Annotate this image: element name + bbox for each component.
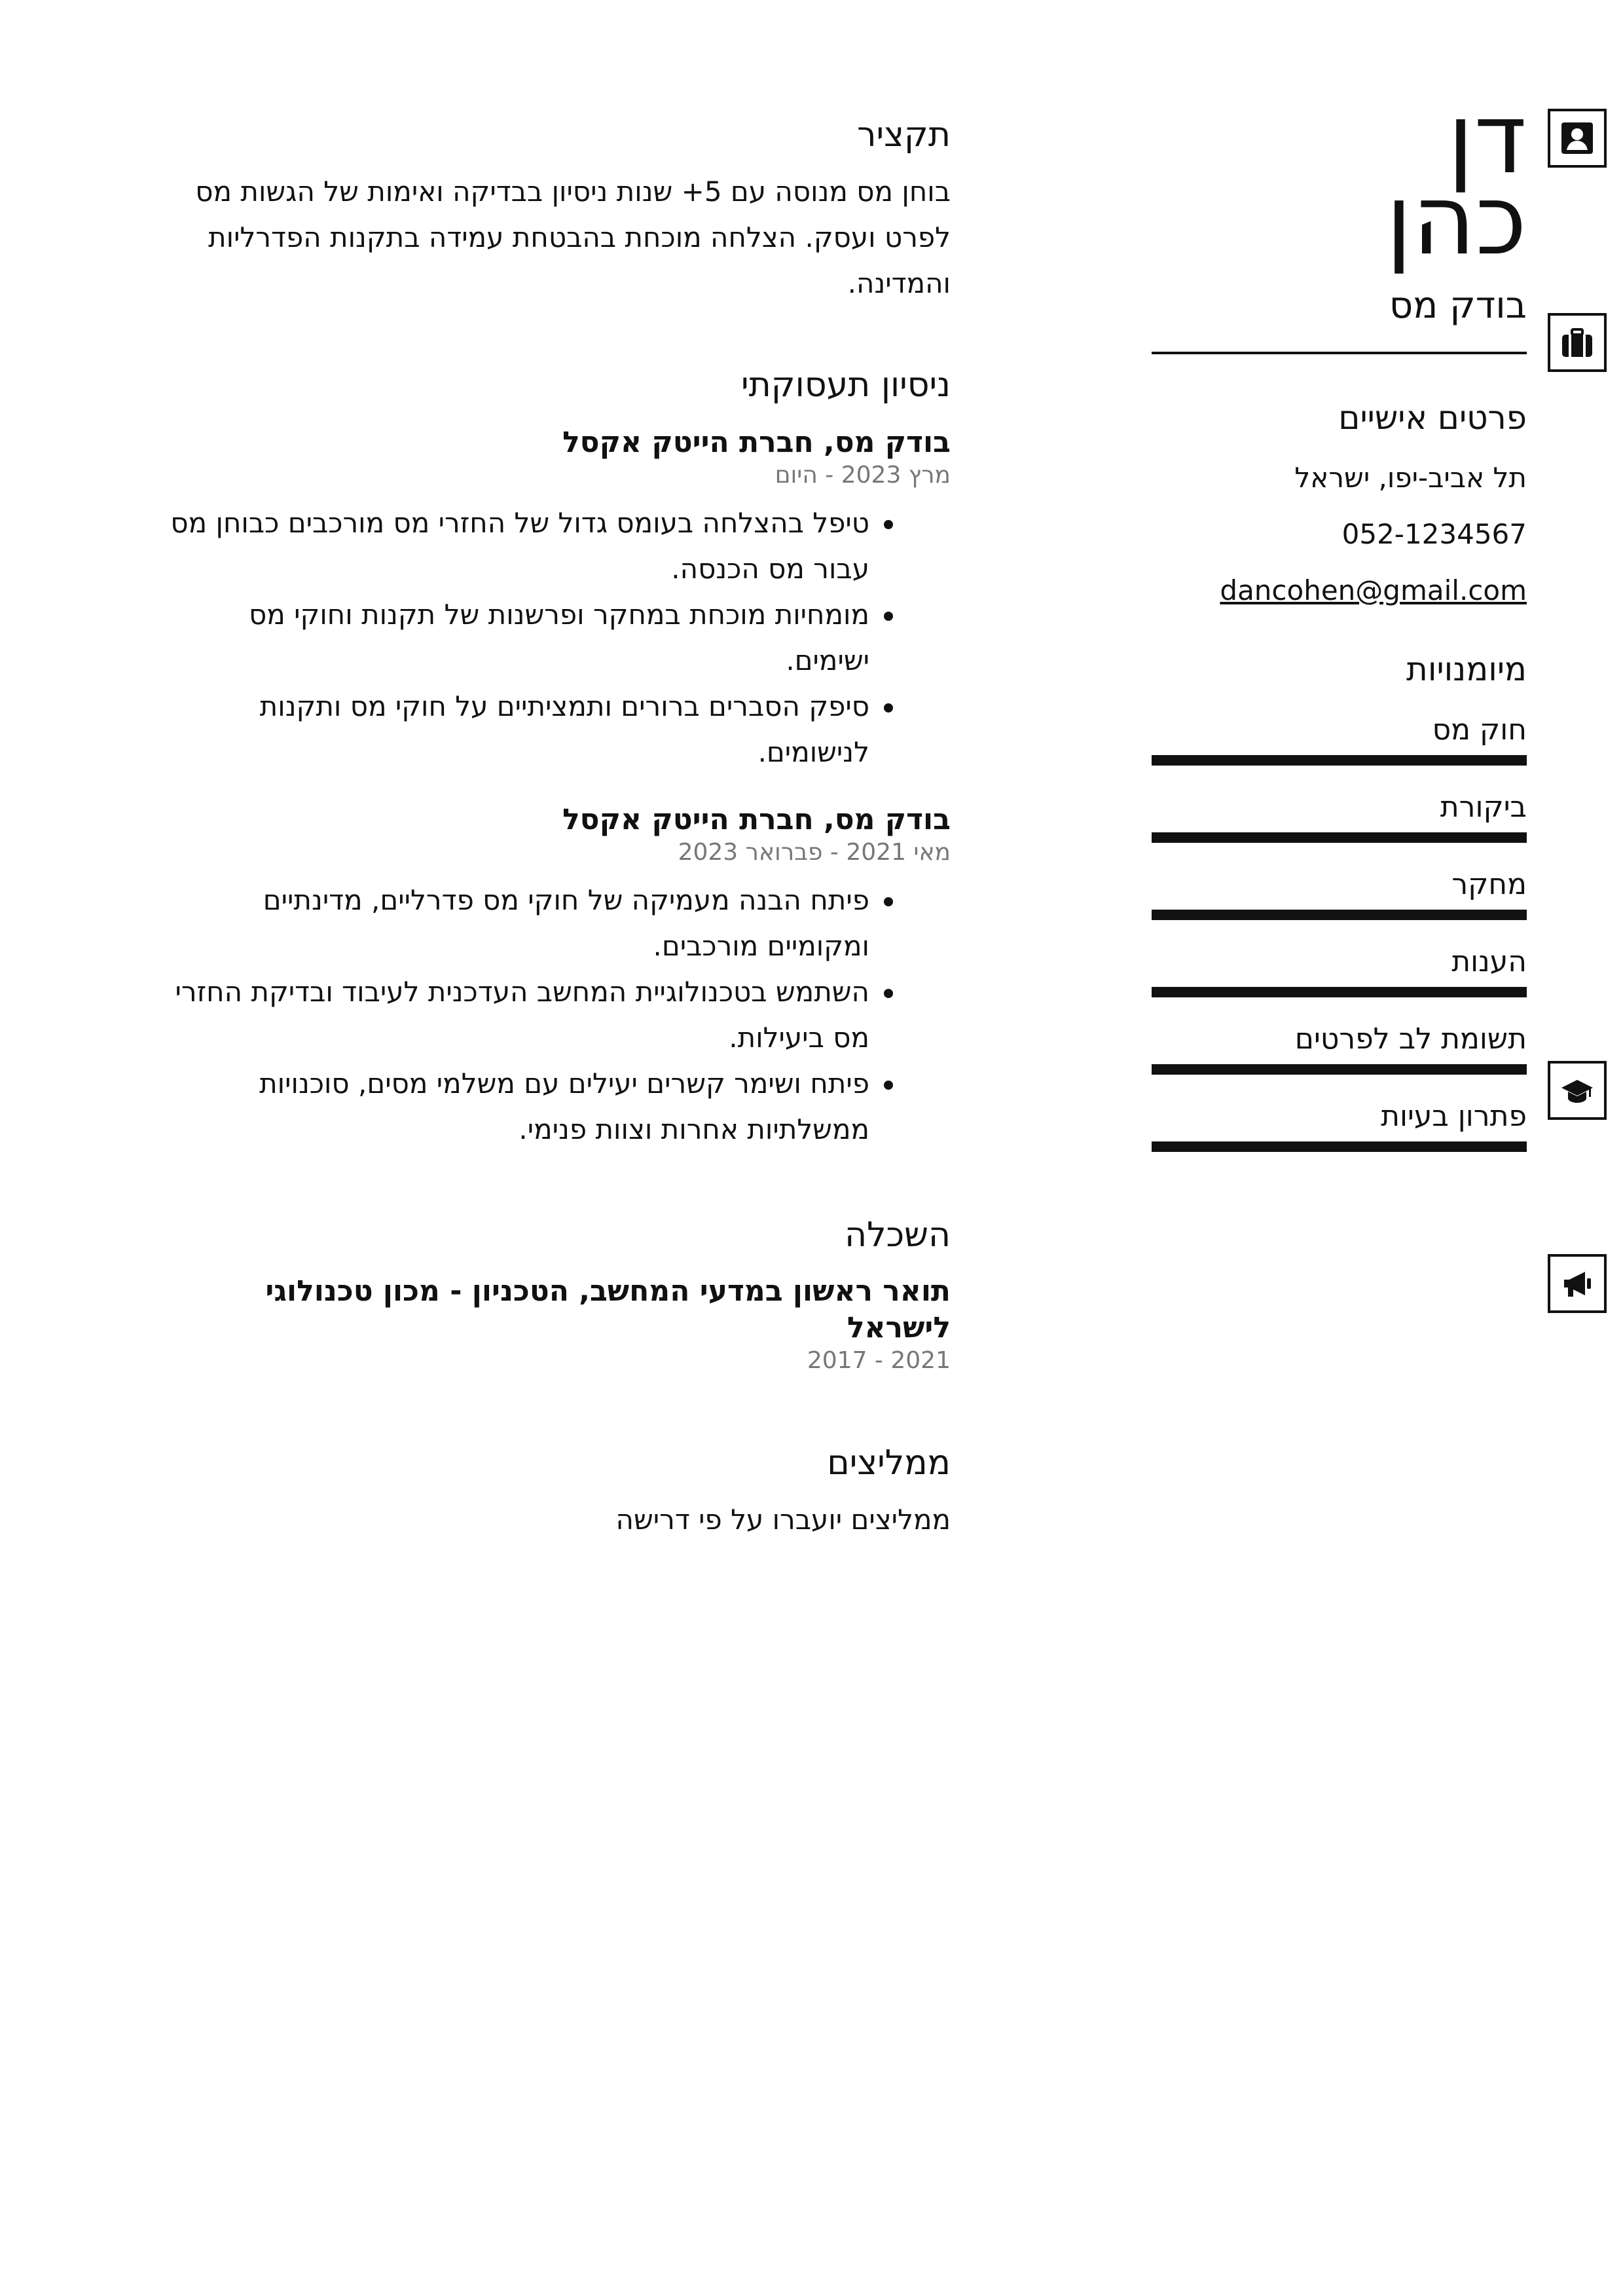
skill-label: הענות <box>1451 945 1527 978</box>
details-heading: פרטים אישיים <box>1338 399 1527 437</box>
user-icon <box>1548 109 1607 168</box>
references-text: ממליצים יועברו על פי דרישה <box>615 1504 951 1536</box>
skill-item <box>1152 712 1527 766</box>
skill-item <box>1152 944 1527 997</box>
job-bullets <box>157 878 951 1153</box>
briefcase-icon <box>1548 313 1607 372</box>
skill-level-bar <box>1152 910 1527 920</box>
job-bullets <box>157 500 951 775</box>
person-title: בודק מס <box>1389 284 1527 327</box>
experience-heading: ניסיון תעסוקתי <box>740 365 951 405</box>
skill-item <box>1152 1021 1527 1075</box>
skill-level-bar <box>1152 1141 1527 1152</box>
education-dates: 2021 - 2017 <box>807 1347 951 1374</box>
skills-heading: מיומנויות <box>1406 650 1527 688</box>
summary-text: בוחן מס מנוסה עם 5+ שנות ניסיון בבדיקה ואימות של הגשות מס לפרט ועסק. הצלחה מוכחת בהבטחת עמידה בתקנות הפדרליות והמדינה. <box>195 176 951 299</box>
list-item: פיתח ושימר קשרים יעילים עם משלמי מסים, סוכנויות ממשלתיות אחרות וצוות פנימי. <box>157 1061 869 1153</box>
references-heading: ממליצים <box>827 1443 951 1483</box>
summary-heading: תקציר <box>857 115 951 155</box>
job-title: בודק מס, חברת הייטק אקסל <box>562 426 951 459</box>
skill-label: פתרון בעיות <box>1381 1100 1527 1133</box>
list-item: השתמש בטכנולוגיית המחשב העדכנית לעיבוד ובדיקת החזרי מס ביעילות. <box>157 969 869 1061</box>
job-dates: מרץ 2023 - היום <box>775 462 951 489</box>
phone-text: 052-1234567 <box>1341 518 1527 550</box>
list-item: פיתח הבנה מעמיקה של חוקי מס פדרליים, מדינתיים ומקומיים מורכבים. <box>157 878 869 969</box>
list-item: סיפק הסברים ברורים ותמציתיים על חוקי מס ותקנות לנישומים. <box>157 684 869 775</box>
skill-label: תשומת לב לפרטים <box>1294 1022 1527 1056</box>
education-heading: השכלה <box>845 1215 951 1255</box>
skill-level-bar <box>1152 755 1527 766</box>
job-entry <box>157 424 951 775</box>
skill-item <box>1152 1098 1527 1152</box>
skills-list <box>1152 712 1527 1152</box>
person-first-name: דן <box>1447 83 1527 195</box>
skill-level-bar <box>1152 1064 1527 1075</box>
person-last-name: כהן <box>1385 164 1527 276</box>
list-item: מומחיות מוכחת במחקר ופרשנות של תקנות וחוקי מס ישימים. <box>157 592 869 684</box>
list-item: טיפל בהצלחה בעומס גדול של החזרי מס מורכבים כבוחן מס עבור מס הכנסה. <box>157 500 869 592</box>
job-entry <box>157 802 951 1153</box>
main-column <box>157 115 951 1543</box>
megaphone-icon <box>1548 1254 1607 1313</box>
location-text: תל אביב-יפו, ישראל <box>1294 462 1527 494</box>
education-degree: תואר ראשון במדעי המחשב, הטכניון - מכון טכנולוגי לישראל <box>265 1274 951 1344</box>
skill-label: ביקורת <box>1440 790 1527 824</box>
skill-item <box>1152 789 1527 843</box>
email-link[interactable]: dancohen@gmail.com <box>1220 574 1527 606</box>
skill-label: חוק מס <box>1432 713 1527 747</box>
skill-item <box>1152 866 1527 920</box>
graduation-cap-icon <box>1548 1061 1607 1120</box>
sidebar <box>1152 83 1527 1152</box>
skill-level-bar <box>1152 987 1527 997</box>
divider <box>1152 352 1527 354</box>
job-dates: מאי 2021 - פברואר 2023 <box>678 839 951 866</box>
skill-label: מחקר <box>1451 868 1527 901</box>
skill-level-bar <box>1152 832 1527 843</box>
job-title: בודק מס, חברת הייטק אקסל <box>562 803 951 836</box>
